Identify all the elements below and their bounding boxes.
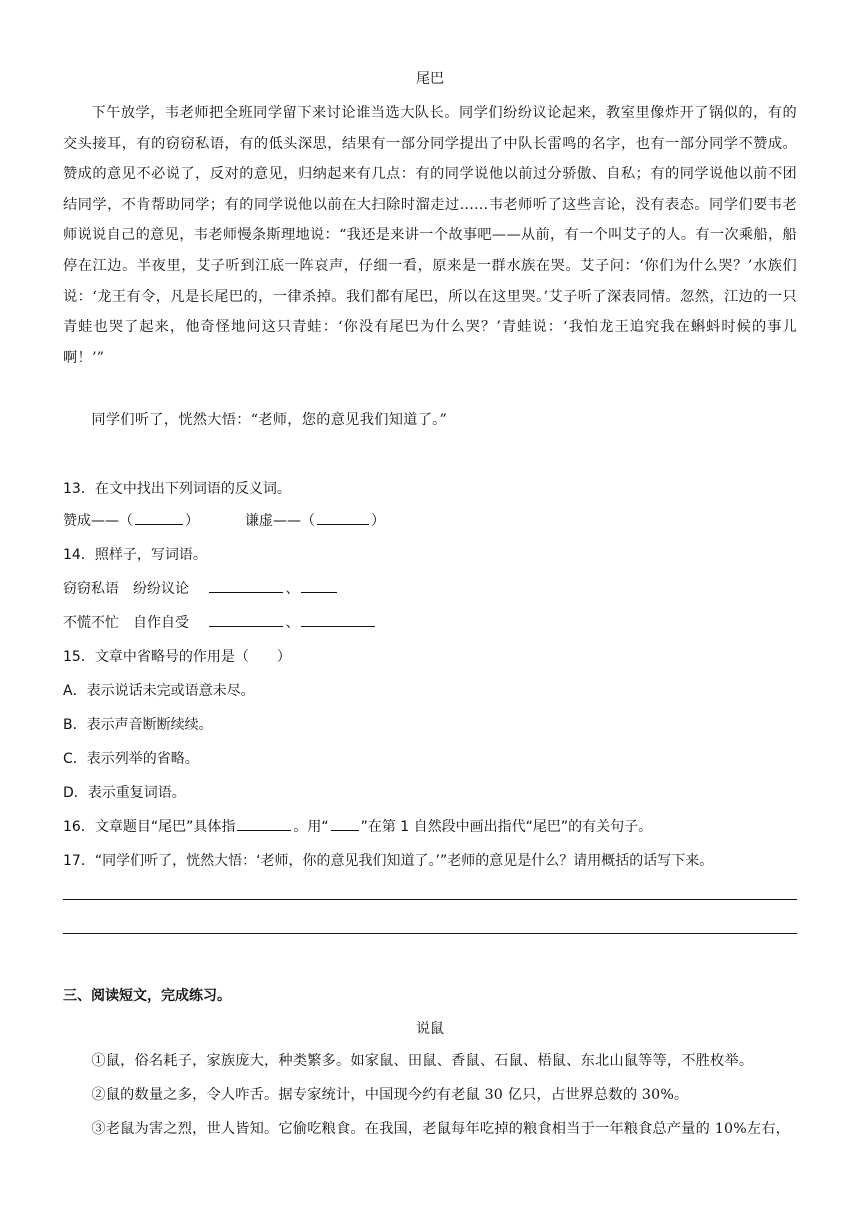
- q16-blank-1[interactable]: [237, 829, 291, 831]
- q16-text-a: 16．文章题目“尾巴”具体指: [63, 819, 236, 835]
- q14-comma-2: 、: [285, 615, 300, 631]
- q14-blank-2a[interactable]: [209, 625, 283, 627]
- q16-underline-mark: [331, 829, 359, 831]
- q13-blank-b[interactable]: [317, 523, 369, 525]
- q16-text-c: ”在第 1 自然段中画出指代“尾巴”的有关句子。: [360, 819, 653, 835]
- question-14-row-1: [63, 578, 339, 598]
- q13-blank-a[interactable]: [135, 523, 183, 525]
- q16-text-b: 。用“: [293, 819, 329, 835]
- q17-answer-line-1[interactable]: [63, 899, 797, 900]
- q15-option-a[interactable]: A．表示说话未完或语意未尽。: [63, 683, 255, 699]
- q13-item-a: 赞成——（: [63, 513, 133, 529]
- q14-comma-1: 、: [285, 581, 300, 597]
- question-13-answers: [63, 510, 385, 530]
- question-15: 15．文章中省略号的作用是（ ）: [63, 649, 291, 665]
- passage-paragraph-1: 下午放学，韦老师把全班同学留下来讨论谁当选大队长。同学们纷纷议论起来，教室里像炸开了锅似的，有的交头接耳，有的窃窃私语，有的低头深思，结果有一部分同学提出了中队长雷鸣的名字，也有一部分同学不赞成。赞成的意见不必说了，反对的意见，归纳起来有几点：有的同学说他以前过分骄傲、自私；有的同学说他以前不团结同学，不肯帮助同学；有的同学说他以前在大扫除时溜走过……韦老师听了这些言论，没有表态。同学们要韦老师说说自己的意见，韦老师慢条斯理地说：“我还是来讲一个故事吧——从前，有一个叫艾子的人。有一次乘船，船停在江边。半夜里，艾子听到江底一阵哀声，仔细一看，原来是一群水族在哭。艾子问：‘你们为什么哭？’水族们说：‘龙王有令，凡是长尾巴的，一律杀掉。我们都有尾巴，所以在这里哭。’艾子听了深表同情。忽然，江边的一只青蛙也哭了起来，他奇怪地问这只青蛙：‘你没有尾巴为什么哭？’青蛙说：‘我怕龙王追究我在蝌蚪时候的事儿啊！’”: [63, 105, 797, 366]
- q13-item-b: 谦虚——（: [245, 513, 315, 529]
- q13-close-b: ）: [371, 513, 385, 529]
- q15-option-b[interactable]: B．表示声音断断续续。: [63, 717, 213, 733]
- q14-blank-1a[interactable]: [209, 591, 283, 593]
- passage-title: 尾巴: [416, 71, 444, 87]
- q13-close-a: ）: [185, 513, 199, 529]
- question-14-row-2: [63, 612, 377, 632]
- section-3-paragraph-2: ②鼠的数量之多，令人咋舌。据专家统计，中国现今约有老鼠 30 亿只，占世界总数的 30%。: [91, 1087, 689, 1103]
- q14-blank-1b[interactable]: [301, 591, 337, 593]
- question-14: 14．照样子，写词语。: [63, 547, 207, 563]
- q14-example-1: 窃窃私语 纷纷议论: [63, 581, 189, 597]
- question-16: [63, 816, 652, 836]
- q14-example-2: 不慌不忙 自作自受: [63, 615, 189, 631]
- section-3-title: 说鼠: [416, 1021, 444, 1037]
- q17-answer-line-2[interactable]: [63, 933, 797, 934]
- section-3-heading: 三、阅读短文，完成练习。: [63, 988, 231, 1004]
- passage-paragraph-2: 同学们听了，恍然大悟：“老师，您的意见我们知道了。”: [91, 412, 448, 428]
- section-3-paragraph-1: ①鼠，俗名耗子，家族庞大，种类繁多。如家鼠、田鼠、香鼠、石鼠、梧鼠、东北山鼠等等，不胜枚举。: [91, 1053, 754, 1069]
- q14-blank-2b[interactable]: [301, 625, 375, 627]
- question-17: 17．“同学们听了，恍然大悟：‘老师，你的意见我们知道了。’”老师的意见是什么？请用概括的话写下来。: [63, 853, 714, 869]
- q15-option-d[interactable]: D．表示重复词语。: [63, 785, 186, 801]
- question-13: 13．在文中找出下列词语的反义词。: [63, 481, 291, 497]
- section-3-paragraph-3: ③老鼠为害之烈，世人皆知。它偷吃粮食。在我国，老鼠每年吃掉的粮食相当于一年粮食总产量的 10%左右，: [91, 1121, 791, 1137]
- q15-option-c[interactable]: C．表示列举的省略。: [63, 751, 199, 767]
